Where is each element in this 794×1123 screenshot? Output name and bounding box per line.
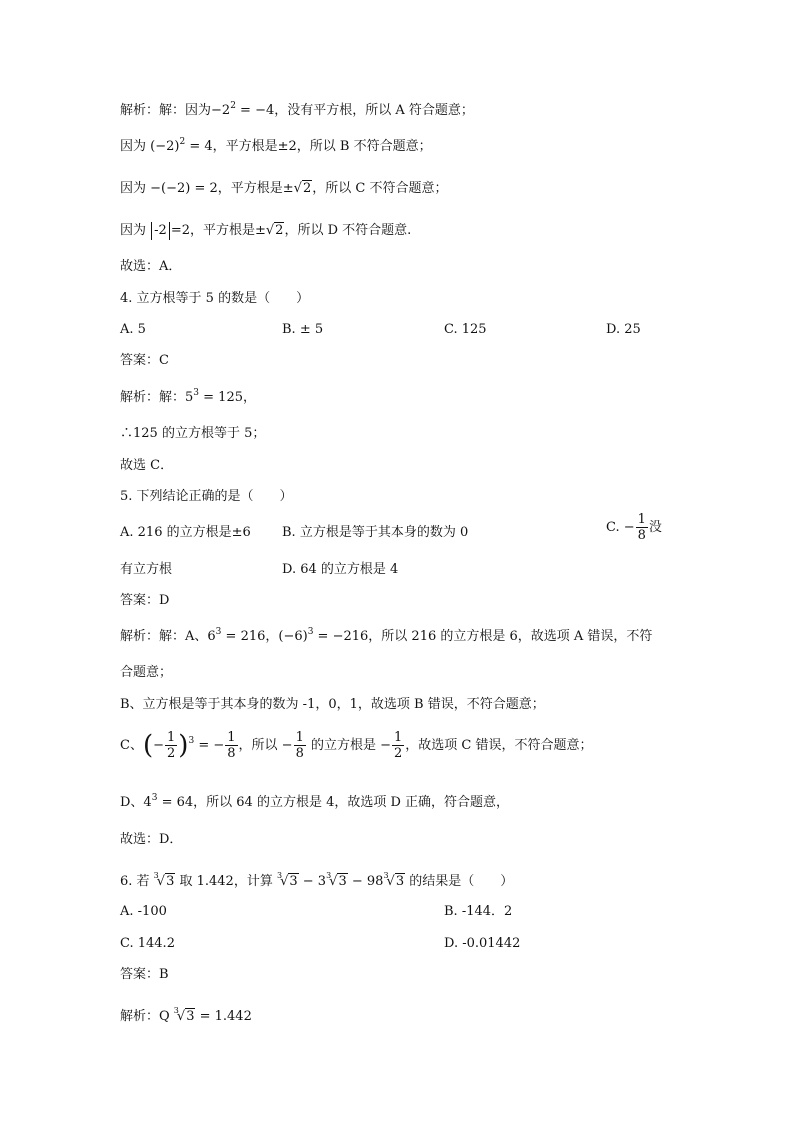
q5-analysis-line-1: 解析：解：A、$6^3 = 216$，$(-6)^3 = -216$，所以 216 的立方根是 6，故选项 A 错误，不符 (120, 627, 653, 644)
fraction: $\frac{1}{2}$ (394, 730, 403, 761)
q4-option-d: D. 25 (606, 322, 641, 337)
cube-root-symbol: $^3$√3 (383, 871, 405, 889)
q3-analysis-line-3: 因为 −(−2) = 2，平方根是±√2，所以 C 不符合题意； (120, 181, 448, 196)
q5-option-b: B. 立方根是等于其本身的数为 0 (282, 525, 469, 540)
q5-option-c: C. − $\frac{1}{8}$ 没 (606, 512, 662, 543)
q5-analysis-line-3: B、立方根是等于其本身的数为 -1，0，1，故选项 B 错误，不符合题意； (120, 697, 545, 712)
absolute-value: -2 (151, 222, 170, 240)
q6-option-a: A. -100 (120, 904, 167, 919)
fraction: $\frac{1}{8}$ (295, 730, 304, 761)
fraction: $\frac{1}{8}$ (637, 512, 646, 543)
cube-root-symbol: $^3$√3 (153, 871, 175, 889)
q5-analysis-line-2: 合题意； (120, 665, 173, 680)
q6-answer: 答案：B (120, 967, 169, 982)
q4-answer: 答案：C (120, 353, 169, 368)
q3-analysis-line-1: 解析：解：因为$-2^2 = -4$，没有平方根，所以 A 符合题意； (120, 101, 474, 118)
q4-conclusion: 故选 C． (120, 458, 174, 473)
q6-analysis-line-1: 解析：Q $^3$√3 = 1.442 (120, 1006, 252, 1024)
q4-option-a: A. 5 (120, 322, 146, 337)
q5-question: 5. 下列结论正确的是（ ） (120, 489, 293, 504)
q4-option-b: B. ± 5 (282, 322, 324, 337)
q4-option-c: C. 125 (444, 322, 487, 337)
sqrt-symbol: √2 (265, 223, 284, 238)
q3-analysis-line-4: 因为 -2 =2，平方根是±√2，所以 D 不符合题意. (120, 223, 412, 238)
cube-root-symbol: $^3$√3 (326, 871, 347, 889)
q5-answer: 答案：D (120, 593, 170, 608)
q3-conclusion: 故选：A． (120, 259, 182, 274)
q5-option-c-continued: 有立方根 (120, 562, 173, 577)
q5-option-a: A. 216 的立方根是±6 (120, 525, 251, 540)
cube-root-symbol: $^3$√3 (173, 1006, 195, 1024)
fraction: $\frac{1}{8}$ (227, 730, 236, 761)
q4-question: 4. 立方根等于 5 的数是（ ） (120, 291, 310, 306)
fraction: $\frac{1}{2}$ (167, 730, 176, 761)
q5-conclusion: 故选：D． (120, 832, 183, 847)
q6-option-c: C. 144.2 (120, 936, 175, 951)
cube-root-symbol: $^3$√3 (276, 871, 298, 889)
q6-option-d: D. -0.01442 (444, 936, 521, 951)
sqrt-symbol: √2 (293, 181, 312, 196)
q6-option-b: B. -144．2 (444, 904, 513, 919)
q5-option-d: D. 64 的立方根是 4 (282, 562, 399, 577)
q3-analysis-line-2: 因为 $(-2)^2 = 4$，平方根是±2，所以 B 不符合题意； (120, 137, 432, 154)
q5-analysis-line-4: C、(− $\frac{1}{2}$ )$^3$ = − $\frac{1}{8}$ ，所以 − $\frac{1}{8}$ 的立方根是 − $\frac{1}{2}$ ，故选项 C 错误，不符合题意； (120, 730, 593, 761)
q4-analysis-line-1: 解析：解：$5^3 = 125$， (120, 388, 256, 405)
q4-analysis-line-2: ∴125 的立方根等于 5； (120, 426, 266, 441)
q6-question: 6. 若 $^3$√3 取 1.442，计算 $^3√3 - 3^3√3 - 98^3√3$ 的结果是（ ） (120, 871, 514, 889)
q5-analysis-line-5: D、$4^3 = 64$，所以 64 的立方根是 4，故选项 D 正确，符合题意， (120, 793, 510, 810)
